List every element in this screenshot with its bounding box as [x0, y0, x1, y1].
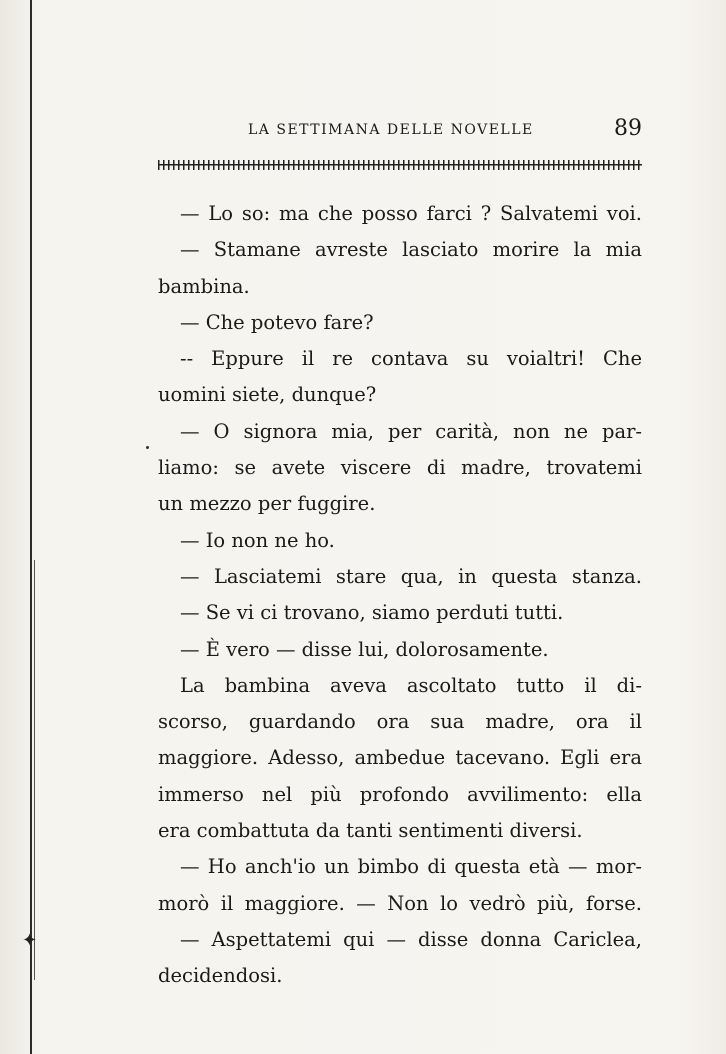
running-title: LA SETTIMANA DELLE NOVELLE	[248, 122, 534, 138]
text-line: — Io non ne ho.	[180, 528, 335, 552]
text-line: — Che potevo fare?	[180, 310, 374, 334]
text-line: — Ho anch'io un bimbo di questa età — mor-	[180, 855, 642, 879]
binding-edge-inner	[34, 560, 35, 980]
binding-mark-icon: ✦	[22, 930, 38, 951]
text-line: — Aspettatemi qui — disse donna Cariclea,	[180, 927, 642, 951]
text-line: — Se vi ci trovano, siamo perduti tutti.	[180, 601, 564, 625]
text-line: bambina.	[158, 274, 250, 298]
text-line: liamo: se avete viscere di madre, trovatemi	[158, 456, 642, 480]
text-line: scorso, guardando ora sua madre, ora il	[158, 710, 642, 734]
ornamental-rule	[158, 160, 642, 170]
text-line: -- Eppure il re contava su voialtri! Che	[180, 347, 642, 371]
text-line: — O signora mia, per carità, non ne par-	[180, 419, 642, 443]
text-line: — Stamane avreste lasciato morire la mia	[180, 238, 642, 262]
text-line: decidendosi.	[158, 964, 283, 988]
text-line: — È vero — disse lui, dolorosamente.	[180, 637, 549, 661]
binding-edge	[30, 0, 32, 1054]
text-line: morò il maggiore. — Non lo vedrò più, forse.	[158, 891, 642, 915]
page-number: 89	[614, 116, 642, 141]
print-speck	[146, 446, 149, 449]
text-line: — Lo so: ma che posso farci ? Salvatemi voi.	[180, 202, 642, 225]
text-line: era combattuta da tanti sentimenti diversi.	[158, 819, 583, 843]
text-line: uomini siete, dunque?	[158, 383, 377, 407]
text-line: maggiore. Adesso, ambedue tacevano. Egli era	[158, 746, 642, 770]
text-block	[158, 196, 642, 995]
text-line: — Lasciatemi stare qua, in questa stanza.	[180, 564, 642, 588]
running-header	[248, 116, 642, 146]
text-line: La bambina aveva ascoltato tutto il di-	[180, 673, 642, 697]
text-line: immerso nel più profondo avvilimento: ella	[158, 782, 642, 806]
text-line: un mezzo per fuggire.	[158, 492, 376, 516]
